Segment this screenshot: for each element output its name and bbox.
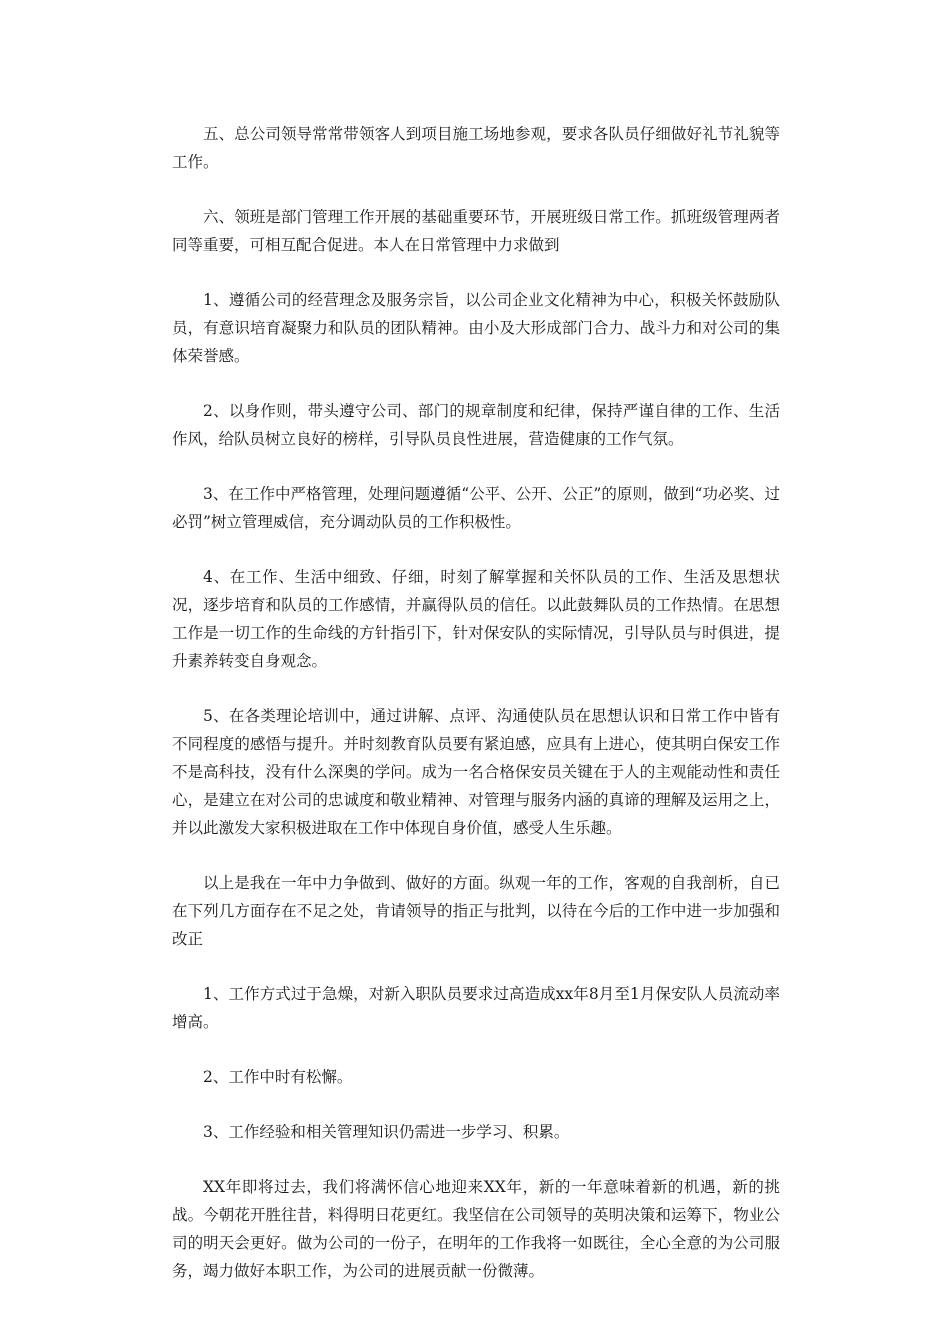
paragraph-item-3-strict-management: 3、在工作中严格管理，处理问题遵循“公平、公开、公正”的原则，做到“功必奖、过必罚”树立管理威信，充分调动队员的工作积极性。 [172,485,780,531]
paragraph-shortcoming-3: 3、工作经验和相关管理知识仍需进一步学习、积累。 [203,1123,570,1141]
paragraph-6-shift-management: 六、领班是部门管理工作开展的基础重要环节，开展班级日常工作。抓班级管理两者同等重要，可相互配合促进。本人在日常管理中力求做到 [172,208,780,254]
paragraph-5-guest-etiquette: 五、总公司领导常常带领客人到项目施工场地参观，要求各队员仔细做好礼节礼貌等工作。 [172,125,780,171]
paragraph-item-2-lead-by-example: 2、以身作则，带头遵守公司、部门的规章制度和纪律，保持严谨自律的工作、生活作风，给队员树立良好的榜样，引导队员良性进展，营造健康的工作气氛。 [172,402,780,448]
paragraph-shortcoming-1: 1、工作方式过于急燥，对新入职队员要求过高造成xx年8月至1月保安队人员流动率增高。 [172,985,780,1031]
paragraph-closing: XX年即将过去，我们将满怀信心地迎来XX年，新的一年意味着新的机遇，新的挑战。今朝花开胜往昔，料得明日花更红。我坚信在公司领导的英明决策和运筹下，物业公司的明天会更好。做为公司的一份子，在明年的工作我将一如既往，全心全意的为公司服务，竭力做好本职工作，为公司的进展贡献一份微薄。 [172,1178,780,1280]
paragraph-shortcoming-2: 2、工作中时有松懈。 [203,1068,353,1086]
paragraph-item-5-training: 5、在各类理论培训中，通过讲解、点评、沟通使队员在思想认识和日常工作中皆有不同程度的感悟与提升。并时刻教育队员要有紧迫感，应具有上进心，使其明白保安工作不是高科技，没有什么深奥的学问。成为一名合格保安员关键在于人的主观能动性和责任心，是建立在对公司的忠诚度和敬业精神、对管理与服务内涵的真谛的理解及运用之上，并以此激发大家积极进取在工作中体现自身价值，感受人生乐趣。 [172,707,780,837]
document-body [172,120,780,1285]
paragraph-item-1-team-spirit: 1、遵循公司的经营理念及服务宗旨，以公司企业文化精神为中心，积极关怀鼓励队员，有意识培育凝聚力和队员的团队精神。由小及大形成部门合力、战斗力和对公司的集体荣誉感。 [172,291,780,365]
paragraph-self-assessment: 以上是我在一年中力争做到、做好的方面。纵观一年的工作，客观的自我剖析，自已在下列几方面存在不足之处，肯请领导的指正与批判，以待在今后的工作中进一步加强和改正 [172,874,780,948]
paragraph-item-4-care-for-staff: 4、在工作、生活中细致、仔细，时刻了解掌握和关怀队员的工作、生活及思想状况，逐步培育和队员的工作感情，并赢得队员的信任。以此鼓舞队员的工作热情。在思想工作是一切工作的生命线的方针指引下，针对保安队的实际情况，引导队员与时俱进，提升素养转变自身观念。 [172,568,780,670]
